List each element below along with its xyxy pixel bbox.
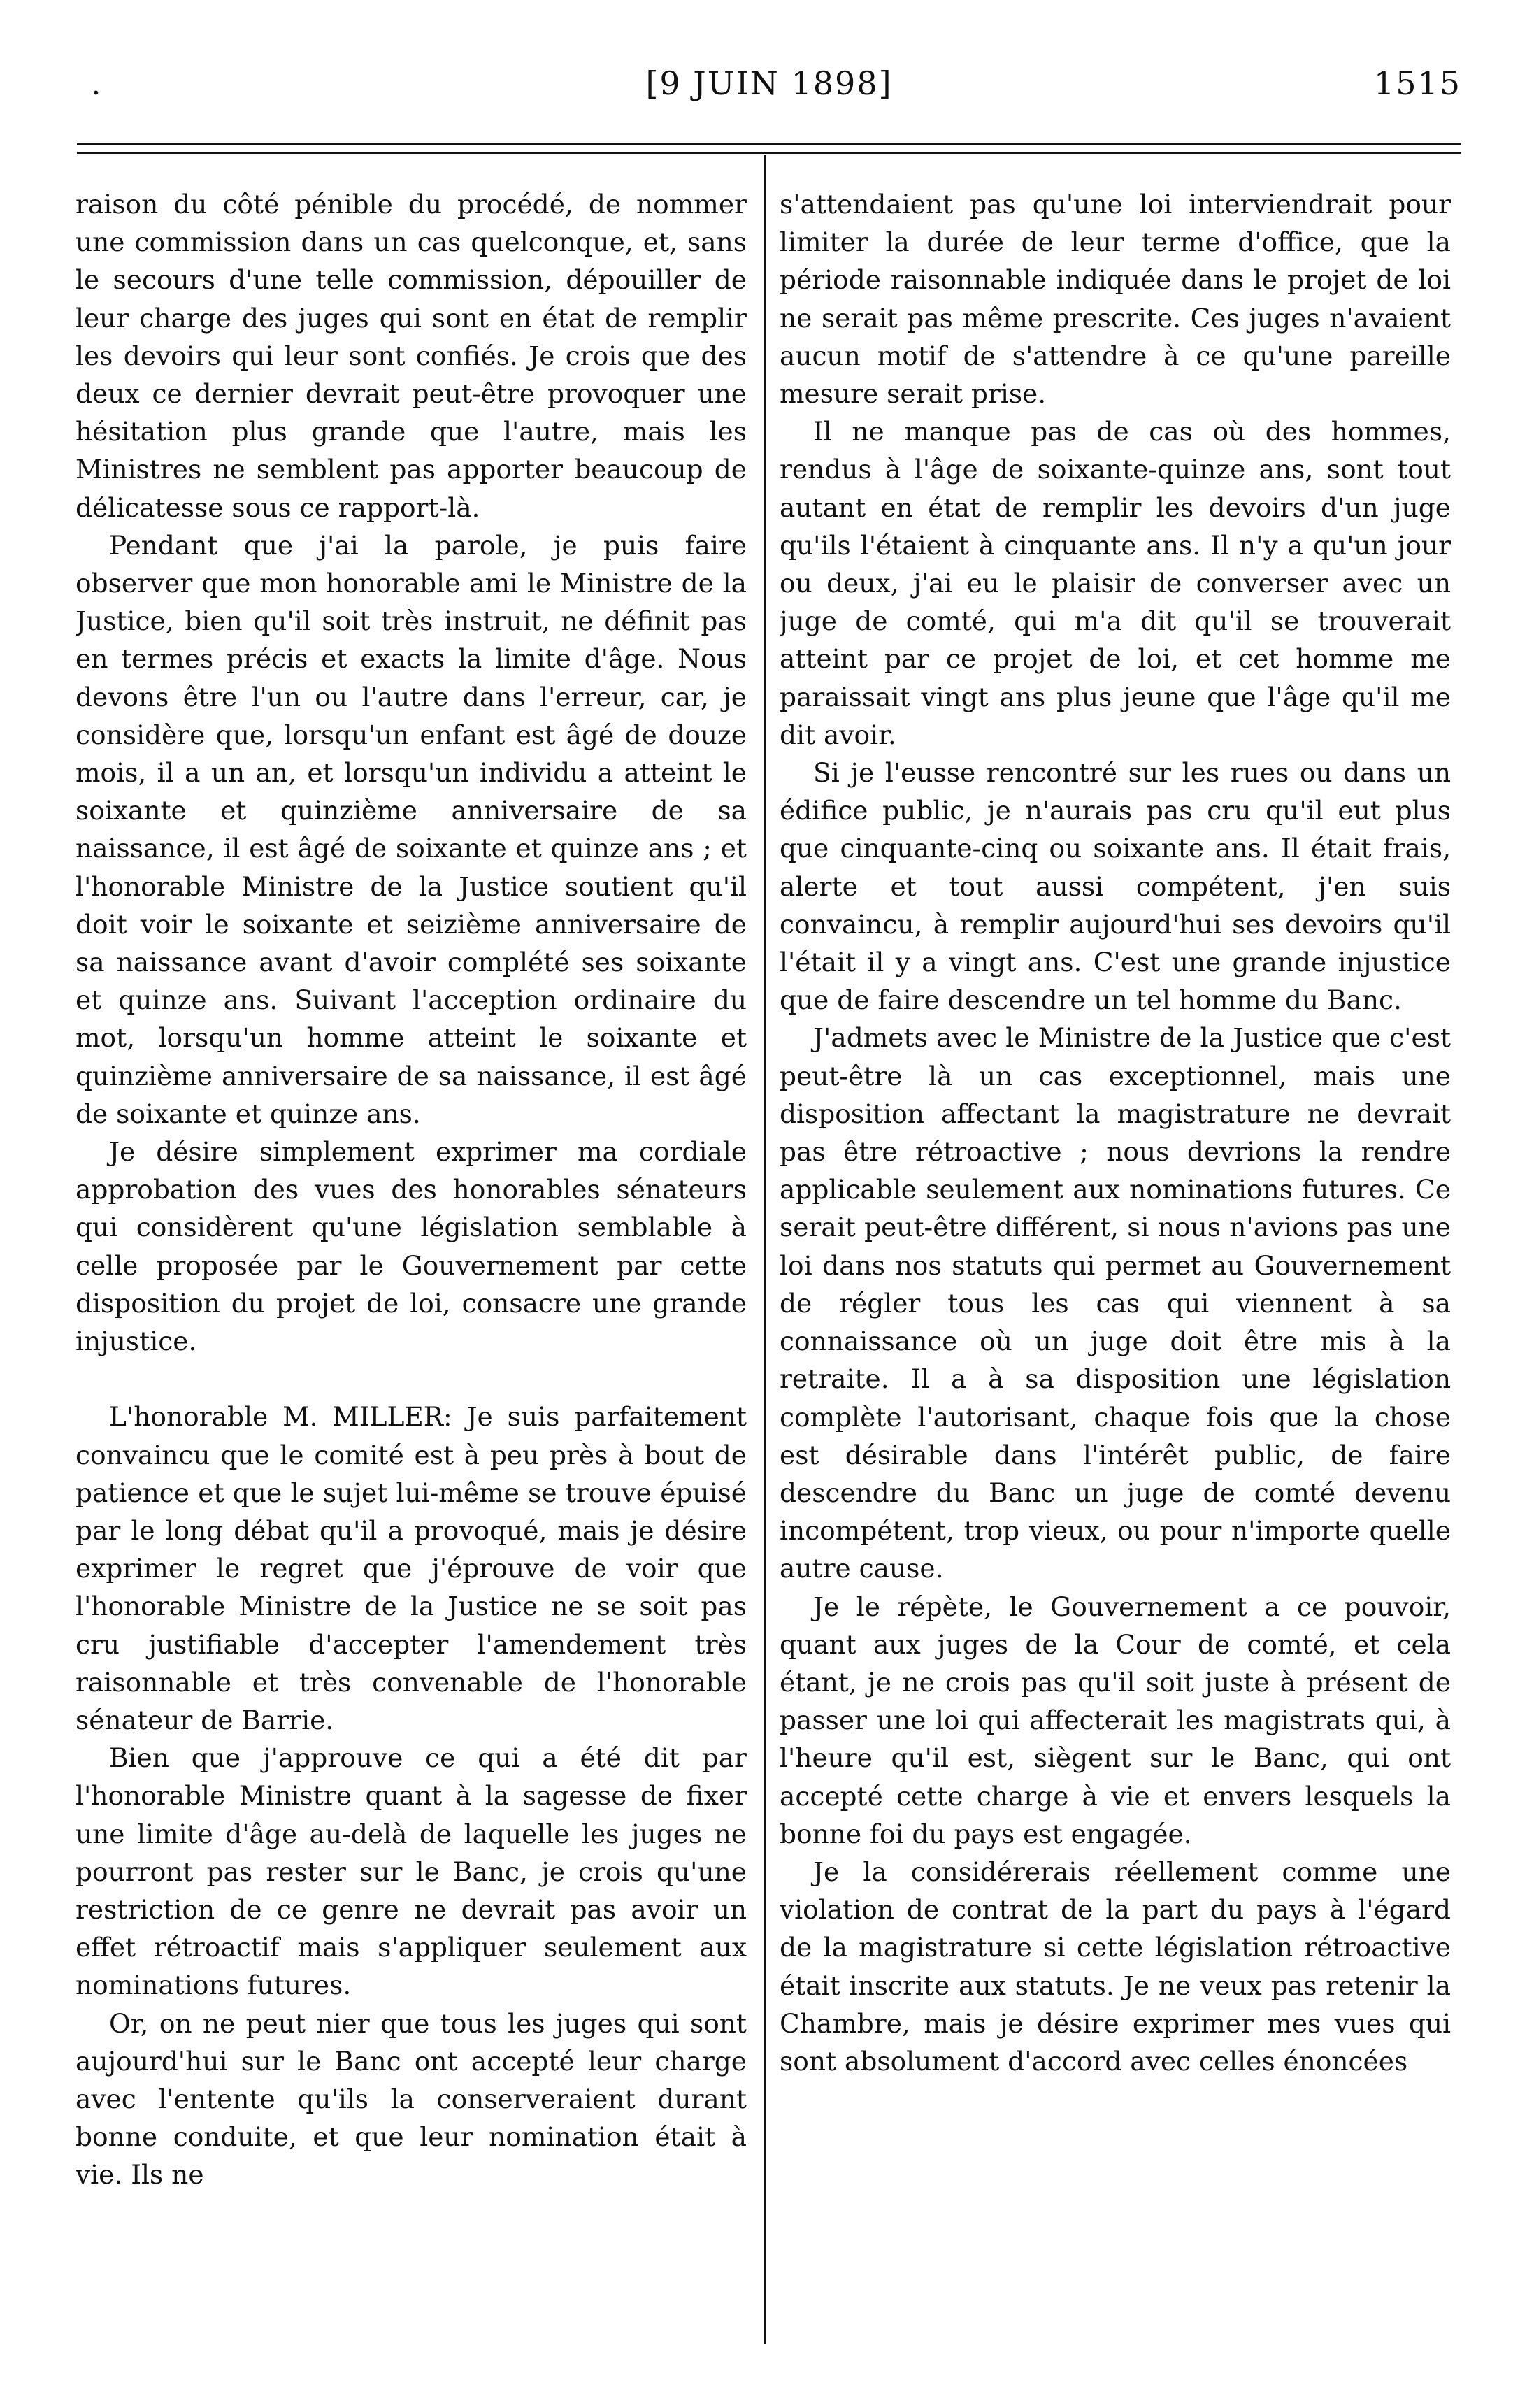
left-paragraph-1: raison du côté pénible du procédé, de nommer une commission dans un cas quelconque, et, sans le secours d'une telle commission, dépouiller de leur charge des juges qui sont en état de remplir les devoirs qui leur sont confiés. Je crois que des deux ce dernier devrait peut-être provoquer une hésitation plus grande que l'autre, mais les Ministres ne semblent pas apporter beaucoup de délicatesse sous ce rapport-là. (76, 189, 747, 523)
page-number: 1515 (1373, 64, 1461, 102)
left-paragraph-3: Je désire simplement exprimer ma cordiale approbation des vues des honorables sénateurs qui considèrent qu'une législation semblable à celle proposée par le Gouvernement par cette disposition du projet de loi, consacre une grande injustice. (76, 1136, 747, 1357)
right-paragraph-1: s'attendaient pas qu'une loi interviendrait pour limiter la durée de leur terme d'office, que la période raisonnable indiquée dans le projet de loi ne serait pas même prescrite. Ces juges n'avaient aucun motif de s'attendre à ce qu'une pareille mesure serait prise. (780, 189, 1451, 410)
right-paragraph-4: J'admets avec le Ministre de la Justice que c'est peut-être là un cas exceptionnel, mais une disposition affectant la magistrature ne devrait pas être rétroactive ; nous devrions la rendre applicable seulement aux nominations futures. Ce serait peut-être différent, si nous n'avions pas une loi dans nos statuts qui permet au Gouvernement de régler tous les cas qui viennent à sa connaissance où un juge doit être mis à la retraite. Il a à sa disposition une législation complète l'autorisant, chaque fois que la chose est désirable dans l'intérêt public, de faire descendre du Banc un juge de comté devenu incompétent, trop vieux, ou pour n'importe quelle autre cause. (780, 1022, 1451, 1584)
header-rule-bottom (77, 152, 1461, 154)
header-rule-top (77, 143, 1461, 145)
column-divider (764, 155, 766, 2344)
left-paragraph-5: Bien que j'approuve ce qui a été dit par l'honorable Ministre quant à la sagesse de fixer une limite d'âge au-delà de laquelle les juges ne pourront pas rester sur le Banc, je crois qu'une restriction de ce genre ne devrait pas avoir un effet rétroactif mais s'appliquer seulement aux nominations futures. (76, 1742, 747, 2001)
right-paragraph-3: Si je l'eusse rencontré sur les rues ou dans un édifice public, je n'aurais pas cru qu'il eut plus que cinquante-cinq ou soixante ans. Il était frais, alerte et tout aussi compétent, j'en suis convaincu, à remplir aujourd'hui ses devoirs qu'il l'était il y a vingt ans. C'est une grande injustice que de faire descendre un tel homme du Banc. (780, 757, 1451, 1016)
page-header (77, 64, 1461, 113)
left-paragraph-2: Pendant que j'ai la parole, je puis faire observer que mon honorable ami le Ministre de la Justice, bien qu'il soit très instruit, ne définit pas en termes précis et exacts la limite d'âge. Nous devons être l'un ou l'autre dans l'erreur, car, je considère que, lorsqu'un enfant est âgé de douze mois, il a un an, et lorsqu'un individu a atteint le soixante et quinzième anniversaire de sa naissance, il est âgé de soixante et quinze ans ; et l'honorable Ministre de la Justice soutient qu'il doit voir le soixante et seizième anniversaire de sa naissance avant d'avoir complété ses soixante et quinze ans. Suivant l'acception ordinaire du mot, lorsqu'un homme atteint le soixante et quinzième anniversaire de sa naissance, il est âgé de soixante et quinze ans. (76, 529, 747, 1129)
left-paragraph-6: Or, on ne peut nier que tous les juges qui sont aujourd'hui sur le Banc ont accepté leur charge avec l'entente qu'ils la conserveraient durant bonne conduite, et que leur nomination était à vie. Ils ne (76, 2007, 747, 2191)
left-paragraph-miller: L'honorable M. MILLER: Je suis parfaitement convaincu que le comité est à peu près à bout de patience et que le sujet lui-même se trouve épuisé par le long débat qu'il a provoqué, mais je désire exprimer le regret que j'éprouve de voir que l'honorable Ministre de la Justice ne se soit pas cru justifiable d'accepter l'amendement très raisonnable et très convenable de l'honorable sénateur de Barrie. (76, 1401, 747, 1735)
header-dot: . (91, 64, 103, 102)
right-column (780, 185, 1451, 2367)
right-paragraph-5: Je le répète, le Gouvernement a ce pouvoir, quant aux juges de la Cour de comté, et cela étant, je ne crois pas qu'il soit juste à présent de passer une loi qui affecterait les magistrats qui, à l'heure qu'il est, siègent sur le Banc, qui ont accepté cette charge à vie et envers lesquels la bonne foi du pays est engagée. (780, 1591, 1451, 1849)
right-paragraph-6: Je la considérerais réellement comme une violation de contrat de la part du pays à l'égard de la magistrature si cette législation rétroactive était inscrite aux statuts. Je ne veux pas retenir la Chambre, mais je désire exprimer mes vues qui sont absolument d'accord avec celles énoncées (780, 1856, 1451, 2077)
left-column (76, 185, 747, 2367)
right-paragraph-2: Il ne manque pas de cas où des hommes, rendus à l'âge de soixante-quinze ans, sont tout autant en état de remplir les devoirs d'un juge qu'ils l'étaient à cinquante ans. Il n'y a qu'un jour ou deux, j'ai eu le plaisir de converser avec un juge de comté, qui m'a dit qu'il se trouverait atteint par ce projet de loi, et cet homme me paraissait vingt ans plus jeune que l'âge qu'il me dit avoir. (780, 416, 1451, 750)
header-date: [9 JUIN 1898] (645, 64, 893, 102)
